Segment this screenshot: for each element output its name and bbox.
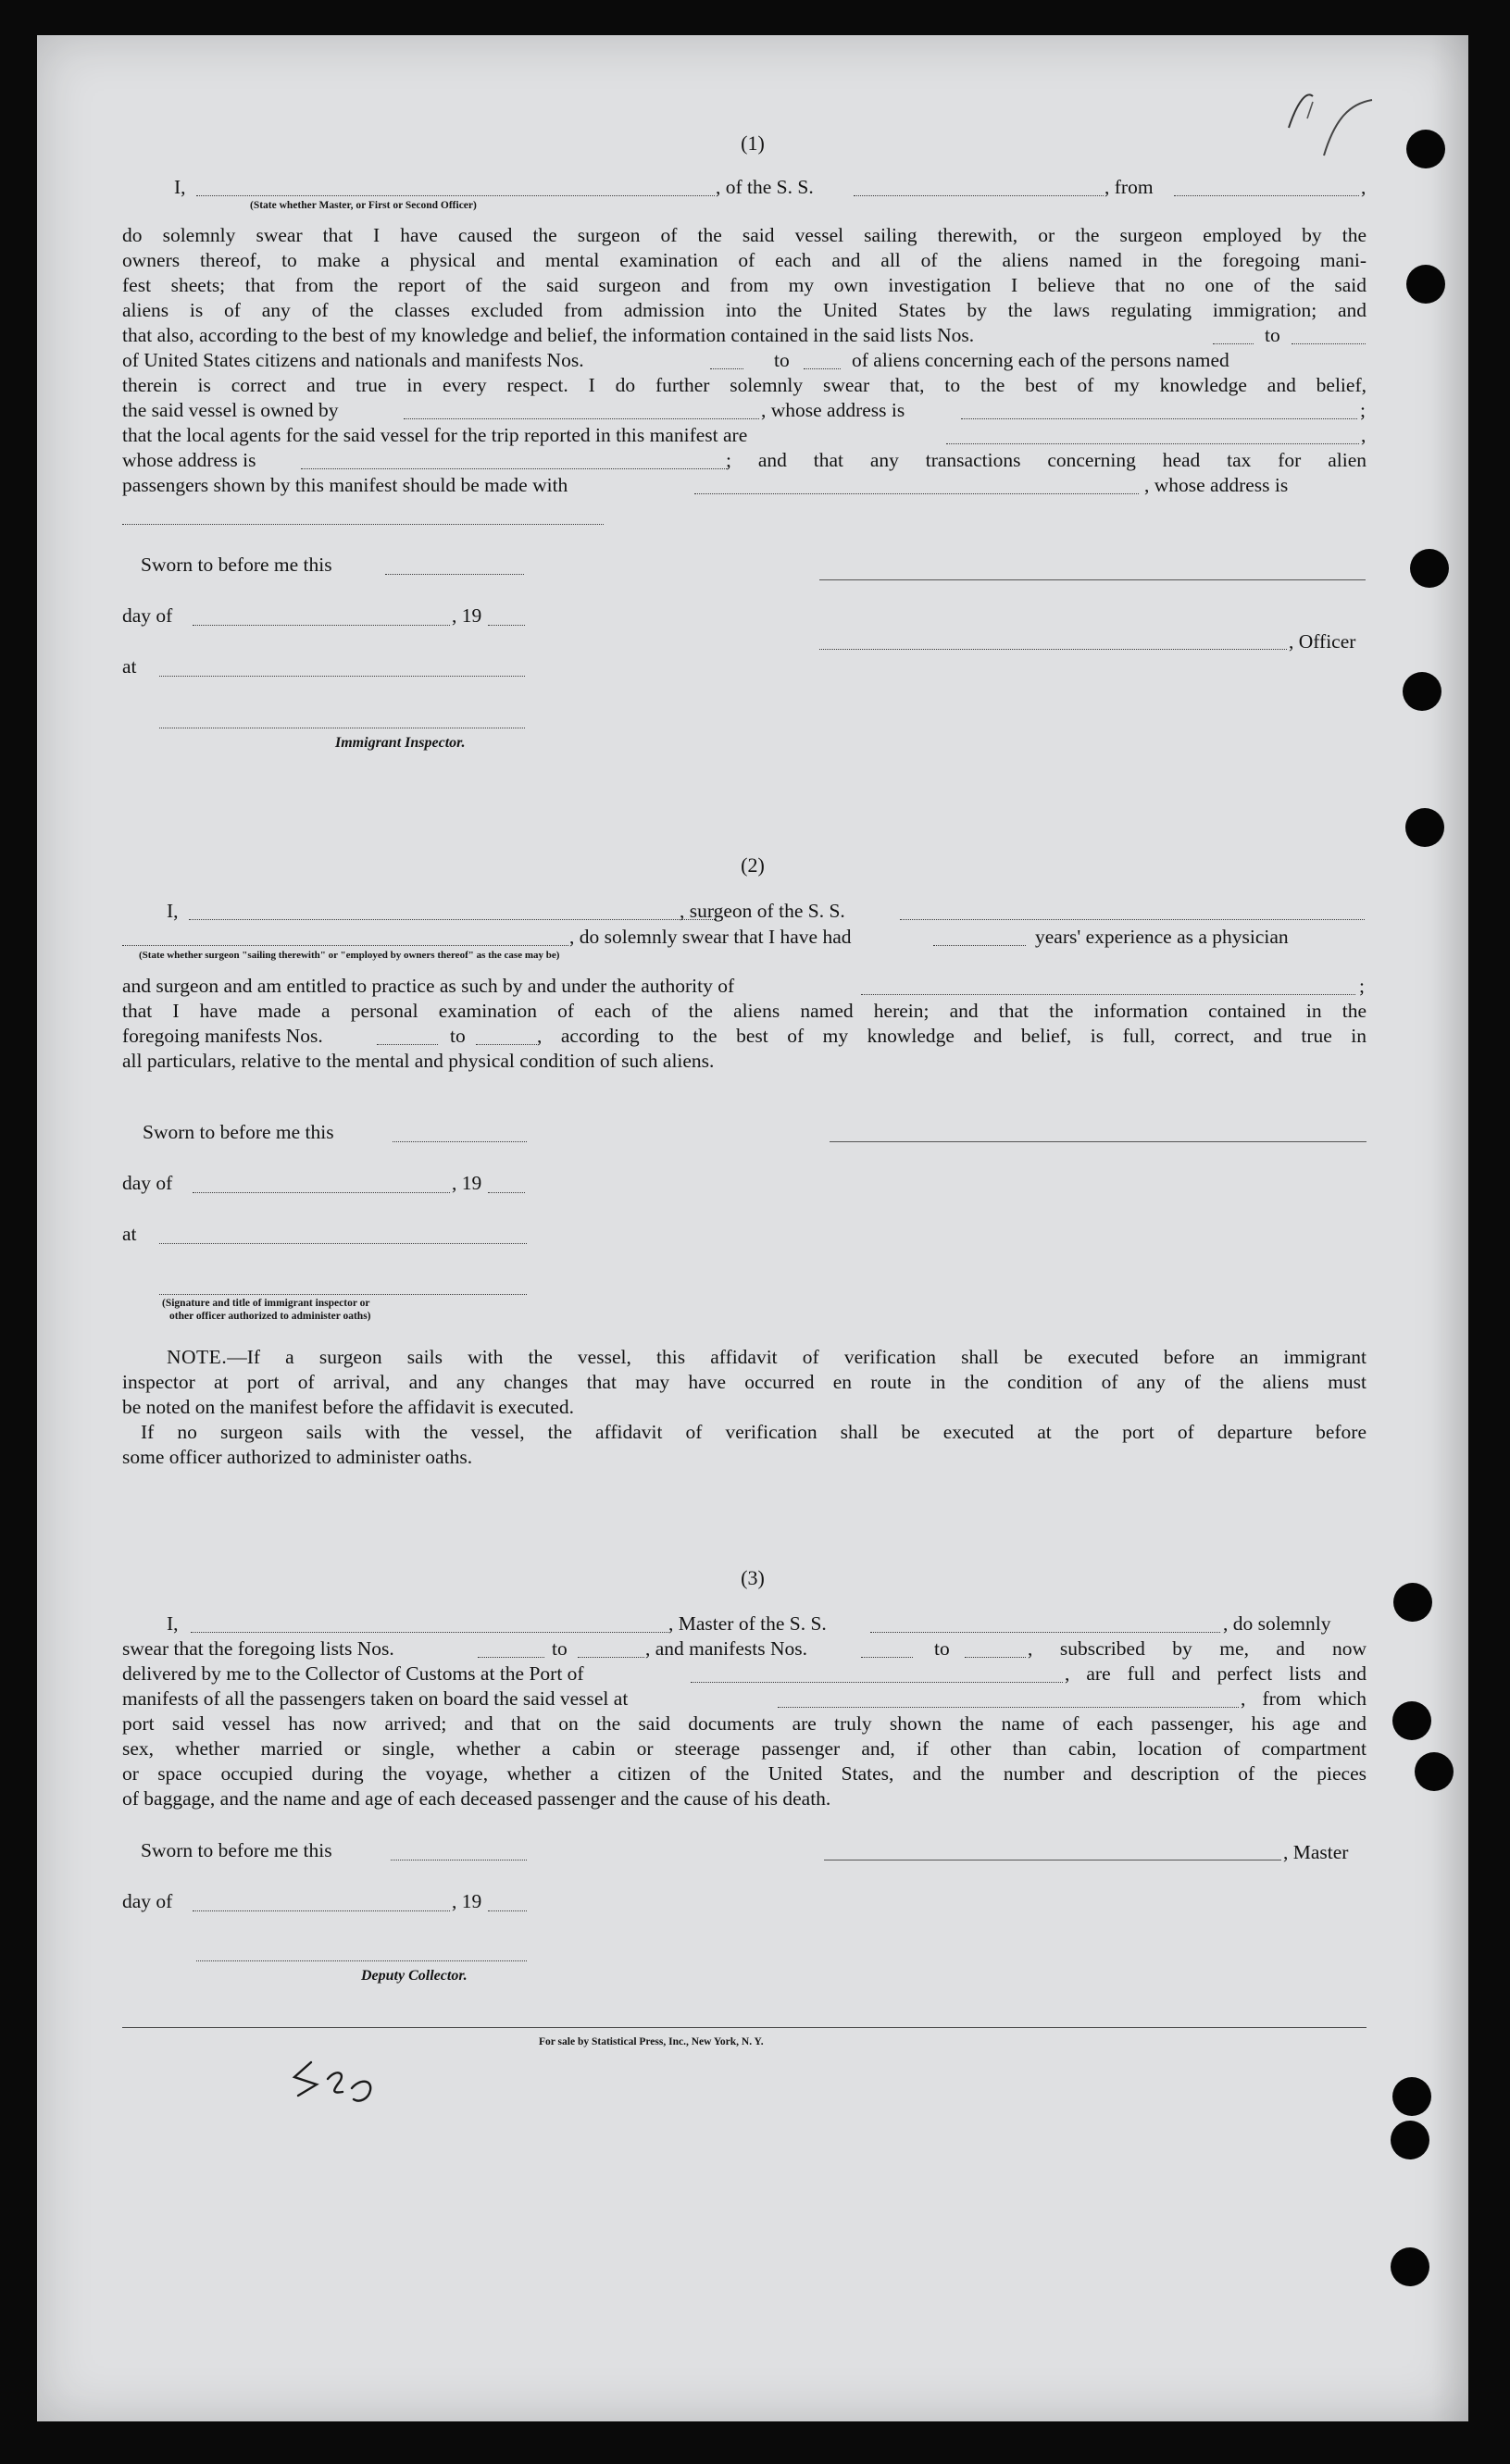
manifests-to-field[interactable] (804, 349, 841, 369)
sworn-label: Sworn to before me this (143, 1121, 334, 1143)
text: passengers shown by this manifest should be made with (122, 474, 568, 496)
text: of United States citizens and nationals and manifests Nos. (122, 349, 584, 371)
sworn-day-field[interactable] (393, 1141, 527, 1142)
at-label: at (122, 1223, 137, 1245)
text: that also, according to the best of my knowledge and belief, the information contained in the said lists Nos. (122, 324, 975, 346)
lists-from-field[interactable] (478, 1637, 544, 1658)
printer-imprint: For sale by Statistical Press, Inc., New York, N. Y. (539, 2036, 764, 2047)
rank-note: (State whether Master, or First or Second Officer) (250, 200, 477, 211)
at-label: at (122, 655, 137, 678)
section-1-line-10 (37, 449, 1468, 477)
binder-hole (1410, 549, 1449, 588)
text: , and manifests Nos. (645, 1637, 807, 1660)
year-field[interactable] (488, 625, 525, 626)
text: , whose address is (761, 399, 905, 421)
text: to (552, 1637, 568, 1660)
sworn-day-field[interactable] (385, 574, 524, 575)
sworn-label: Sworn to before me this (141, 554, 332, 576)
text: ; (1360, 399, 1366, 421)
section-1-line-5 (37, 324, 1468, 352)
manifests-to-field[interactable] (476, 1025, 537, 1045)
month-field[interactable] (193, 1910, 450, 1911)
authority-field[interactable] (861, 975, 1355, 995)
text: to (1265, 324, 1280, 346)
section-1-para-line: owners thereof, to make a physical and mental examination of each and all of the aliens named in the foregoing mani- (122, 249, 1366, 271)
binder-hole (1406, 265, 1445, 304)
text: , (1361, 176, 1366, 198)
section-3-para-line: port said vessel has now arrived; and that on the said documents are truly shown the name of each passenger, his age and (122, 1712, 1366, 1735)
year-label: , 19 (452, 604, 482, 627)
owner-address-field[interactable] (961, 399, 1357, 419)
text: to (934, 1637, 950, 1660)
text: I, (167, 900, 179, 922)
binder-hole (1415, 1752, 1454, 1791)
lists-from-field[interactable] (1213, 324, 1254, 344)
footer-rule (122, 2027, 1366, 2028)
officer-signature-field[interactable] (819, 649, 1287, 650)
surgeon-vessel-field[interactable] (900, 900, 1365, 920)
section-2-number: (2) (741, 853, 765, 877)
vessel-name-field[interactable] (854, 176, 1104, 196)
section-3-number: (3) (741, 1566, 765, 1589)
section-1-line-8 (37, 399, 1468, 427)
text: , do solemnly swear that I have had (569, 926, 852, 948)
note-label: NOTE. (167, 1346, 228, 1368)
surgeon-name-field[interactable] (189, 900, 717, 920)
lists-to-field[interactable] (578, 1637, 644, 1658)
inspector-signature-field[interactable] (159, 1294, 527, 1295)
year-label: , 19 (452, 1890, 482, 1912)
address-continuation-field[interactable] (122, 524, 604, 525)
binder-hole (1392, 2077, 1431, 2116)
binder-hole (1391, 2247, 1429, 2286)
manifest-affidavit-sheet (37, 35, 1468, 2421)
vessel-name-field[interactable] (870, 1612, 1220, 1633)
text: to (450, 1025, 466, 1047)
text: , (1361, 424, 1366, 446)
section-1-line-11 (37, 474, 1468, 502)
officer-name-line[interactable] (819, 579, 1366, 580)
section-2-para-line: all particulars, relative to the mental and physical condition of such aliens. (122, 1050, 715, 1072)
text: , are full and perfect lists and (1065, 1662, 1366, 1685)
binder-hole (1405, 808, 1444, 847)
section-3-line-4 (37, 1687, 1468, 1715)
pencil-scribble-icon (1270, 63, 1391, 165)
text: to (774, 349, 790, 371)
text: , do solemnly (1223, 1612, 1331, 1635)
text: I, (174, 176, 186, 198)
text: and surgeon and am entitled to practice as such by and under the authority of (122, 975, 735, 997)
section-1-para-line: aliens is of any of the classes excluded from admission into the United States by the laws regulating immigration; and (122, 299, 1366, 321)
section-3-line-3 (37, 1662, 1468, 1690)
note-text: —If a surgeon sails with the vessel, this affidavit of verification shall be executed before an immigrant (227, 1346, 1366, 1368)
text: ; (1359, 975, 1365, 997)
text: manifests of all the passengers taken on board the said vessel at (122, 1687, 629, 1710)
manifests-from-field[interactable] (710, 349, 743, 369)
years-experience-field[interactable] (933, 926, 1026, 946)
at-place-field[interactable] (159, 676, 525, 677)
signature-title-note: (Signature and title of immigrant inspector or (162, 1298, 370, 1309)
text: , according to the best of my knowledge and belief, is full, correct, and true in (537, 1025, 1366, 1047)
local-agents-field[interactable] (946, 424, 1359, 444)
port-field[interactable] (691, 1662, 1063, 1683)
section-2-para-line: that I have made a personal examination of each of the aliens named herein; and that the information contained in the (122, 1000, 1366, 1022)
day-of-label: day of (122, 604, 173, 627)
at-place-field[interactable] (159, 1243, 527, 1244)
section-1-line-6 (37, 349, 1468, 377)
year-field[interactable] (488, 1192, 525, 1193)
text: , Master of the S. S. (668, 1612, 827, 1635)
month-field[interactable] (193, 1192, 450, 1193)
text: I, (167, 1612, 179, 1635)
note-line: some officer authorized to administer oaths. (122, 1446, 473, 1468)
text: years' experience as a physician (1035, 926, 1289, 948)
deputy-collector-caption: Deputy Collector. (361, 1968, 468, 1984)
text: whose address is (122, 449, 256, 471)
master-label: , Master (1283, 1841, 1349, 1863)
from-port-field[interactable] (1174, 176, 1359, 196)
text: , whose address is (1144, 474, 1289, 496)
boarding-port-field[interactable] (778, 1687, 1239, 1708)
text: , from (1104, 176, 1154, 198)
text: that the local agents for the said vessel for the trip reported in this manifest are (122, 424, 748, 446)
surgeon-status-field[interactable] (122, 926, 568, 946)
manifests-from-field[interactable] (861, 1637, 913, 1658)
year-field[interactable] (488, 1910, 527, 1911)
section-1-para-line: fest sheets; that from the report of the said surgeon and from my own investigation I believe that no one of the said (122, 274, 1366, 296)
officer-label: , Officer (1289, 630, 1356, 653)
owner-field[interactable] (404, 399, 759, 419)
manifests-from-field[interactable] (377, 1025, 438, 1045)
note-line: If no surgeon sails with the vessel, the affidavit of verification shall be executed at the port of departure before (141, 1421, 1366, 1443)
section-3-para-line: or space occupied during the voyage, whether a citizen of the United States, and the number and description of the pieces (122, 1762, 1366, 1785)
text: of aliens concerning each of the persons named (852, 349, 1229, 371)
binder-hole (1403, 672, 1441, 711)
section-3-line-2 (37, 1637, 1468, 1665)
section-3-line-1 (37, 1612, 1468, 1640)
section-1-line-9 (37, 424, 1468, 452)
surgeon-status-note: (State whether surgeon "sailing therewith" or "employed by owners thereof" as the case may be) (139, 950, 560, 961)
binder-hole (1391, 2121, 1429, 2159)
head-tax-contact-field[interactable] (694, 474, 1139, 494)
text: delivered by me to the Collector of Customs at the Port of (122, 1662, 584, 1685)
month-field[interactable] (193, 625, 450, 626)
year-label: , 19 (452, 1172, 482, 1194)
rank-field[interactable] (196, 176, 715, 196)
deputy-signature-field[interactable] (196, 1960, 527, 1961)
text: foregoing manifests Nos. (122, 1025, 323, 1047)
section-1-para-line: therein is correct and true in every respect. I do further solemnly swear that, to the best of my knowledge and belief, (122, 374, 1366, 396)
section-2-line-5 (37, 1025, 1468, 1052)
day-of-label: day of (122, 1890, 173, 1912)
handwritten-mark-icon (285, 2051, 406, 2116)
text: , from which (1241, 1687, 1366, 1710)
note-line: inspector at port of arrival, and any changes that may have occurred en route in the condition of any of the aliens must (122, 1371, 1366, 1393)
note-line (167, 1346, 1366, 1369)
section-1-para-line: do solemnly swear that I have caused the surgeon of the said vessel sailing therewith, or the surgeon employed by the (122, 224, 1366, 246)
section-1-number: (1) (741, 131, 765, 155)
section-3-para-line: of baggage, and the name and age of each deceased passenger and the cause of his death. (122, 1787, 831, 1810)
text: , surgeon of the S. S. (680, 900, 845, 922)
text: the said vessel is owned by (122, 399, 339, 421)
section-2-line-1 (37, 900, 1468, 927)
lists-to-field[interactable] (1292, 324, 1366, 344)
text: , of the S. S. (716, 176, 814, 198)
section-3-para-line: sex, whether married or single, whether a cabin or steerage passenger and, if other than cabin, location of compartment (122, 1737, 1366, 1760)
text: swear that the foregoing lists Nos. (122, 1637, 394, 1660)
master-name-field[interactable] (191, 1612, 668, 1633)
agents-address-field[interactable] (301, 449, 727, 469)
section-2-line-3 (37, 975, 1468, 1002)
sworn-label: Sworn to before me this (141, 1839, 332, 1861)
text: , subscribed by me, and now (1028, 1637, 1366, 1660)
manifests-to-field[interactable] (965, 1637, 1026, 1658)
signature-title-note: other officer authorized to administer oaths) (169, 1311, 371, 1322)
text: ; and that any transactions concerning head tax for alien (726, 449, 1366, 471)
surgeon-signature-line[interactable] (830, 1141, 1366, 1142)
immigrant-inspector-caption: Immigrant Inspector. (335, 735, 466, 751)
note-line: be noted on the manifest before the affidavit is executed. (122, 1396, 574, 1418)
day-of-label: day of (122, 1172, 173, 1194)
